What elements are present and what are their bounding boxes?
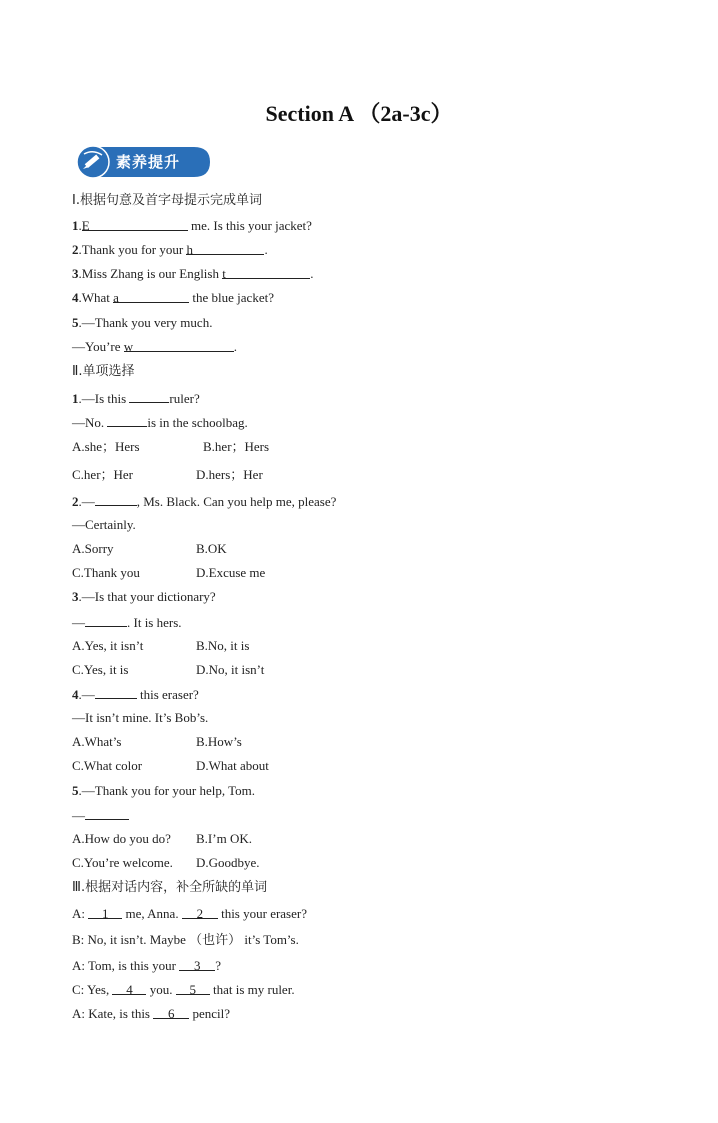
p2-q3-line2: — . It is hers.: [72, 615, 182, 630]
page-title: Section A （2a-3c）: [265, 101, 453, 126]
p2-q3-option-d: D.No, it isn’t: [196, 662, 265, 677]
section-banner: [76, 145, 212, 179]
p2-q3-option-c: C.Yes, it is: [72, 662, 129, 677]
p2-q4-line2: —It isn’t mine. It’s Bob’s.: [72, 710, 209, 725]
p2-q1-option-a: A.she；Hers: [72, 439, 140, 454]
p2-q4-option-c: C.What color: [72, 758, 143, 773]
part2-heading: Ⅱ.单项选择: [72, 364, 135, 379]
p2-q2-option-a: A.Sorry: [72, 541, 114, 556]
p1-q1: 1.E me. Is this your jacket?: [72, 218, 312, 233]
p2-q2-line2: —Certainly.: [72, 517, 136, 532]
p2-q4-option-b: B.How’s: [196, 734, 242, 749]
p2-q5-option-c: C.You’re welcome.: [72, 855, 173, 870]
p2-q3-option-a: A.Yes, it isn’t: [72, 638, 144, 653]
p2-q3-option-b: B.No, it is: [196, 638, 250, 653]
p2-q1-option-d: D.hers；Her: [196, 467, 263, 482]
p2-q5-line1: 5.—Thank you for your help, Tom.: [72, 783, 255, 798]
p2-q5-option-b: B.I’m OK.: [196, 831, 252, 846]
p3-dialogue-1: A: 1 me, Anna. 2 this your eraser?: [72, 906, 307, 921]
p1-q5-line2: —You’re w .: [72, 339, 238, 354]
p2-q5-option-d: D.Goodbye.: [196, 855, 260, 870]
p1-q5-line1: 5.—Thank you very much.: [72, 315, 213, 330]
p2-q3-line1: 3.—Is that your dictionary?: [72, 589, 216, 604]
p2-q4-line1: 4.— this eraser?: [72, 687, 199, 702]
p2-q1-option-c: C.her；Her: [72, 467, 134, 482]
p2-q4-option-a: A.What’s: [72, 734, 122, 749]
part3-heading: Ⅲ.根据对话内容，补全所缺的单词: [72, 880, 268, 895]
p2-q1-line1: 1.—Is this ruler?: [72, 391, 200, 406]
p1-q4: 4.What a the blue jacket?: [72, 290, 274, 305]
p3-dialogue-3: A: Tom, is this your 3 ?: [72, 958, 221, 973]
p2-q2-option-c: C.Thank you: [72, 565, 140, 580]
p2-q4-option-d: D.What about: [196, 758, 269, 773]
p1-q2: 2.Thank you for your h .: [72, 242, 268, 257]
p2-q2-option-b: B.OK: [196, 541, 227, 556]
p2-q1-line2: —No. is in the schoolbag.: [72, 415, 248, 430]
p1-q3: 3.Miss Zhang is our English t .: [72, 266, 314, 281]
p2-q1-option-b: B.her；Hers: [203, 439, 270, 454]
p2-q2-line1: 2.— , Ms. Black. Can you help me, please?: [72, 494, 337, 509]
p2-q5-option-a: A.How do you do?: [72, 831, 171, 846]
p3-dialogue-4: C: Yes, 4 you. 5 that is my ruler.: [72, 982, 295, 997]
p3-dialogue-5: A: Kate, is this 6 pencil?: [72, 1006, 231, 1021]
p2-q5-line2: —: [72, 806, 129, 825]
p2-q2-option-d: D.Excuse me: [196, 565, 266, 580]
banner-label: 素养提升: [116, 153, 181, 171]
part1-heading: Ⅰ.根据句意及首字母提示完成单词: [72, 193, 262, 208]
p3-dialogue-2: B: No, it isn’t. Maybe （也许） it’s Tom’s.: [72, 932, 299, 947]
